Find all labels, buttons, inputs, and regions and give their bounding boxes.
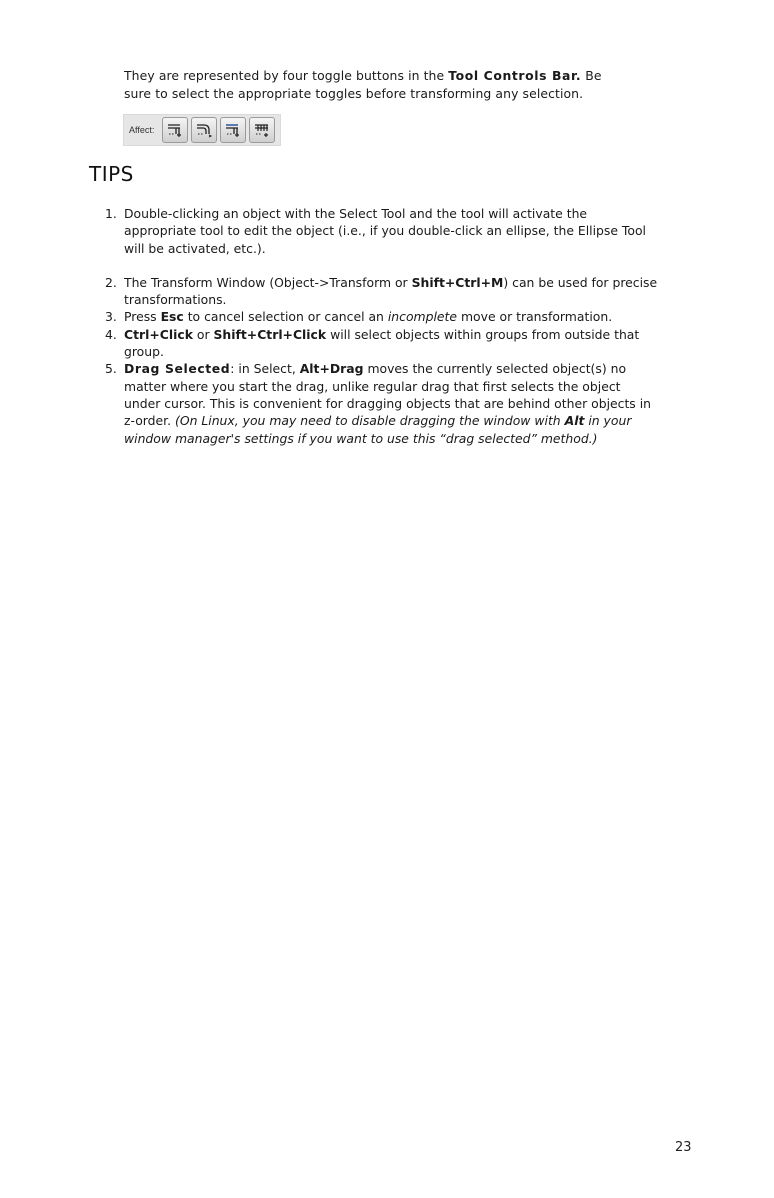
emphasis-text: incomplete [387, 309, 458, 325]
tip-text: : in Select, [230, 361, 300, 377]
tip-number: 2. [105, 274, 117, 290]
shortcut-text: Alt+Drag [299, 361, 364, 377]
tip-text: move or transformation. [457, 309, 613, 325]
emphasis-text: (On Linux, you may need to disable dragging the window with [174, 413, 565, 429]
tip-number: 5. [105, 361, 117, 377]
page-number: 23 [675, 1140, 692, 1155]
shortcut-text: Esc [160, 309, 184, 325]
transform-patterns-icon[interactable] [249, 117, 275, 143]
emphasis-text: in your window manager's settings if you want to use this “drag selected” method.) [124, 413, 632, 446]
tip-item-1 [100, 205, 660, 257]
tips-heading: TIPS [89, 162, 134, 186]
tip-item-3 [100, 308, 660, 325]
tip-text: ) can be used for precise transformations. [124, 274, 658, 308]
tip-number: 1. [105, 206, 117, 221]
tip-text: The Transform Window (Object->Transform or [124, 274, 412, 290]
intro-text-continued: Be sure to select the appropriate toggles before transforming any selection. [124, 68, 602, 101]
tip-text: moves the currently selected object(s) no matter where you start the drag, unlike regular drag that first selects the object under cursor. This is convenient for dragging objects that are behind other objects in z-order. [124, 361, 651, 429]
shortcut-text: Ctrl+Click [124, 326, 193, 342]
scale-rounded-corners-icon[interactable] [191, 117, 217, 143]
tip-item-5 [100, 360, 660, 446]
tip-number: 4. [105, 326, 117, 342]
affect-toolbar [123, 114, 281, 146]
affect-label: Affect: [129, 125, 155, 135]
transform-gradients-icon[interactable] [220, 117, 246, 143]
intro-paragraph [124, 67, 624, 103]
tip-text: will select objects within groups from outside that group. [124, 326, 640, 360]
tip-text: Press [124, 309, 161, 325]
tool-controls-bar-term: Tool Controls Bar. [448, 68, 582, 83]
shortcut-text: Drag Selected [124, 361, 231, 377]
shortcut-text: Shift+Ctrl+M [411, 274, 504, 290]
intro-text: They are represented by four toggle buttons in the [124, 68, 449, 83]
tip-item-2 [100, 274, 660, 309]
shortcut-text: Alt [564, 413, 585, 429]
scale-stroke-width-icon[interactable] [162, 117, 188, 143]
tip-text: or [192, 326, 214, 342]
tips-list [100, 205, 660, 447]
shortcut-text: Shift+Ctrl+Click [213, 326, 327, 342]
tip-text: Double-clicking an object with the Select Tool and the tool will activate the appropriate tool to edit the object (i.e., if you double-click an ellipse, the Ellipse Tool will be activated, etc.). [124, 206, 647, 256]
tip-item-4 [100, 326, 660, 361]
tip-text: to cancel selection or cancel an [183, 309, 388, 325]
tip-number: 3. [105, 309, 117, 325]
